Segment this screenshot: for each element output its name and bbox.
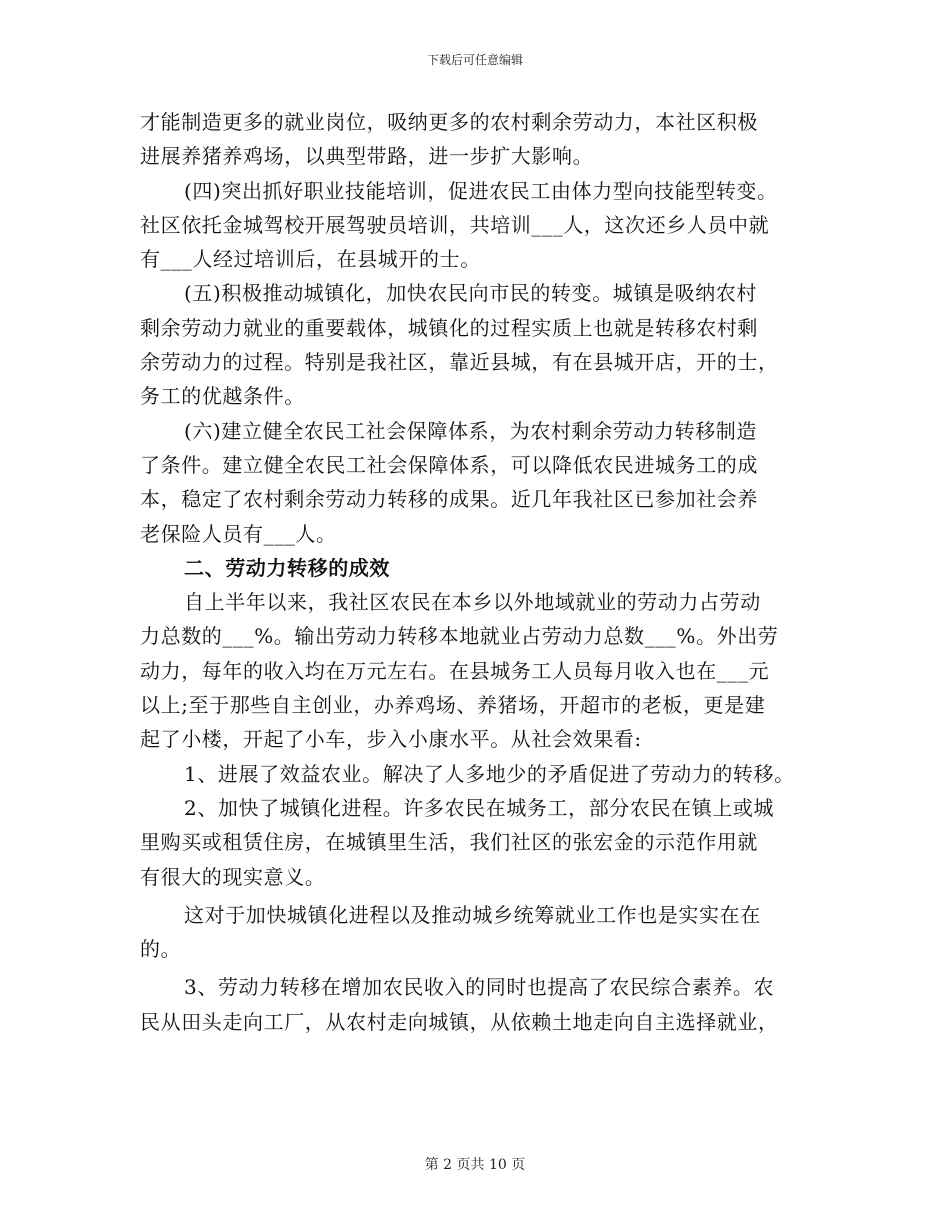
page-header: 下载后可任意编辑 (426, 53, 523, 67)
text-line: 才能制造更多的就业岗位，吸纳更多的农村剩余劳动力，本社区积极 (140, 110, 758, 134)
text-line: 力总数的___%。输出劳动力转移本地就业占劳动力总数___%。外出劳 (140, 624, 779, 649)
text-line: (六)建立健全农民工社会保障体系，为农村剩余劳动力转移制造 (184, 418, 758, 443)
text-line: 有___人经过培训后，在县城开的士。 (140, 247, 481, 272)
document-body (140, 105, 820, 1039)
text-line: 了条件。建立健全农民工社会保障体系，可以降低农民进城务工的成 (140, 452, 758, 477)
text-line: 里购买或租赁住房，在城镇里生活，我们社区的张宏金的示范作用就 (140, 830, 758, 855)
page-footer: 第 2 页共 10 页 (424, 1157, 526, 1173)
text-line: 老保险人员有___人。 (140, 521, 337, 546)
text-line: 余劳动力的过程。特别是我社区，靠近县城，有在县城开店，开的士， (140, 350, 779, 375)
text-line: 社区依托金城驾校开展驾驶员培训，共培训___人，这次还乡人员中就 (140, 212, 770, 237)
text-line: 1、进展了效益农业。解决了人多地少的矛盾促进了劳动力的转移。 (184, 761, 795, 786)
text-line: 2、加快了城镇化进程。许多农民在城务工，部分农民在镇上或城 (184, 795, 775, 820)
text-line: 起了小楼，开起了小车，步入小康水平。从社会效果看: (140, 727, 642, 752)
text-line: 务工的优越条件。 (140, 384, 305, 409)
text-line: 进展养猪养鸡场，以典型带路，进一步扩大影响。 (140, 144, 594, 169)
text-line: 3、劳动力转移在增加农民收入的同时也提高了农民综合素养。农 (184, 975, 775, 1000)
text-line: 有很大的现实意义。 (140, 864, 326, 889)
text-line: (四)突出抓好职业技能培训，促进农民工由体力型向技能型转变。 (184, 178, 778, 203)
text-line: 的。 (140, 937, 182, 962)
text-line: 剩余劳动力就业的重要载体，城镇化的过程实质上也就是转移农村剩 (140, 315, 758, 340)
text-line: 这对于加快城镇化进程以及推动城乡统筹就业工作也是实实在在 (184, 902, 761, 927)
text-line: 自上半年以来，我社区农民在本乡以外地域就业的劳动力占劳动 (184, 590, 761, 615)
text-line: (五)积极推动城镇化，加快农民向市民的转变。城镇是吸纳农村 (184, 281, 758, 306)
text-line: 民从田头走向工厂，从农村走向城镇，从依赖土地走向自主选择就业， (140, 1009, 779, 1034)
section-heading: 二、劳动力转移的成效 (184, 555, 390, 580)
text-line: 本，稳定了农村剩余劳动力转移的成果。近几年我社区已参加社会养 (140, 487, 758, 512)
text-line: 动力，每年的收入均在万元左右。在县城务工人员每月收入也在___元 (140, 658, 770, 683)
text-line: 以上;至于那些自主创业，办养鸡场、养猪场，开超市的老板，更是建 (140, 693, 766, 718)
